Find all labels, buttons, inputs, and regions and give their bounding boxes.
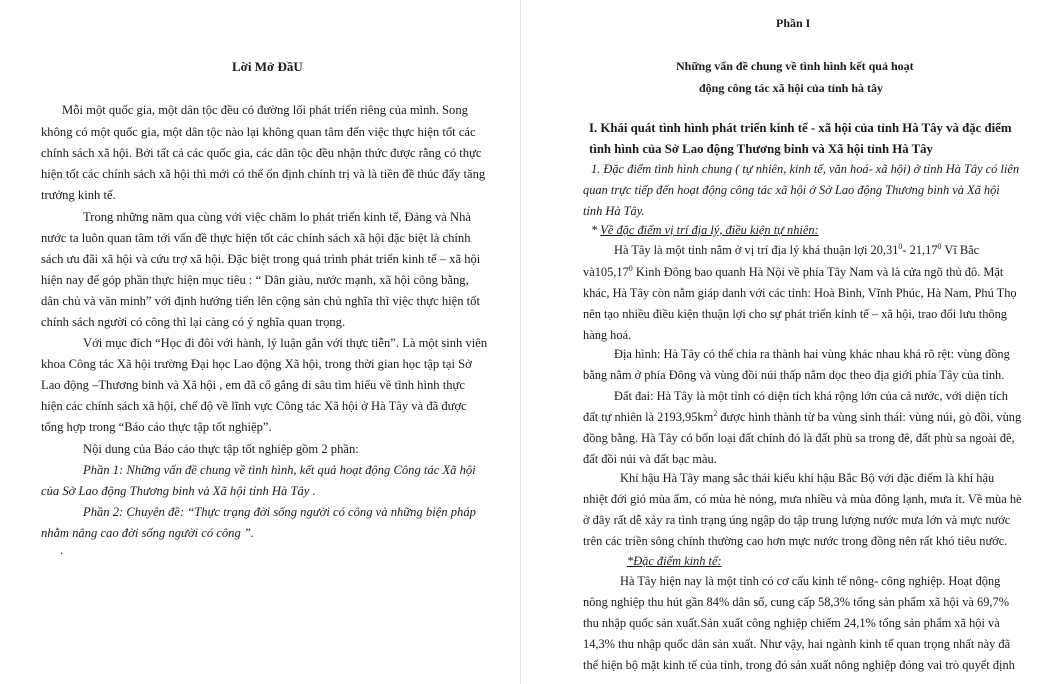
squared-sup: 2: [713, 409, 718, 418]
trailing-dot: .: [60, 543, 64, 557]
economy-line: thu nhập quốc sản xuất.Sản xuất công nghiệp chiếm 24,1% tổng sản phẩm xã hội và: [583, 616, 1000, 630]
right-page: [521, 0, 1041, 684]
body-line: Mỗi một quốc gia, một dân tộc đều có đường lối phát triển riêng của mình. Song: [62, 103, 468, 117]
intro-line: 1. Đặc điểm tình hình chung ( tự nhiên, kinh tế, văn hoá- xã hội) ở tỉnh Hà Tây có liên: [591, 162, 1020, 176]
econ-heading: *Đặc điểm kinh tế:: [627, 554, 722, 568]
body-line: dân chủ và văn minh” với định hướng tiến lên cộng sản chủ nghĩa thì việc thực hiện tốt: [41, 294, 480, 308]
body-line: Lao động –Thương binh và Xã hội , em đã cố gắng đi sâu tìm hiểu về tình hình thực: [41, 378, 465, 392]
economy-line: thể hiện bộ mặt kinh tế của tỉnh, trong đó sản xuất nông nghiệp đóng vai trò quyết định: [583, 658, 1015, 672]
body-line: không có một quốc gia, một dân tộc nào lại không quan tâm đến việc thực hiện tốt các: [41, 125, 476, 139]
degree-sup: 0: [937, 242, 942, 251]
body-line: hiện nay để góp phần thực hiện mục tiêu : “ Dân giàu, nước mạnh, xã hội công bằng,: [41, 273, 469, 287]
geo-heading-prefix: *: [591, 223, 601, 237]
location-line: hàng hoá.: [583, 328, 632, 342]
location-line: [583, 264, 1003, 280]
intro-line: tỉnh Hà Tây.: [583, 204, 645, 218]
body-line: Trong những năm qua cùng với việc chăm lo phát triển kinh tế, Đảng và Nhà: [83, 210, 471, 224]
geo-heading-text: Về đặc điểm vị trí địa lý, điều kiện tự nhiên:: [600, 223, 819, 237]
economy-line: nông nghiệp thu hút gần 84% dân số, cung cấp 58,3% tổng sản phẩm xã hội và 69,7%: [583, 595, 1010, 609]
terrain-line: bằng nằm ở phía Đông và vùng đồi núi thấp nằm dọc theo địa giới phía Tây của tỉnh.: [583, 368, 1005, 382]
location-text: Hà Tây là một tỉnh nằm ở vị trí địa lý khá thuận lợi 20,31: [614, 243, 899, 257]
body-line: trưởng kinh tế.: [41, 188, 116, 202]
location-line: [614, 242, 979, 258]
body-line: tổng hợp trong “Báo cáo thực tập tốt nghiệp”.: [41, 420, 272, 434]
body-line: nước ta luôn quan tâm tới vấn đề thực hiện tốt các chính sách xã hội đặc biệt là chính: [41, 231, 471, 245]
climate-line: nhiệt đới gió mùa ẩm, có mùa hè nóng, mưa nhiều và mùa đông lạnh, mưa ít. Về mùa hè: [583, 492, 1022, 506]
location-text: Vĩ Bắc: [941, 243, 980, 257]
body-line: hiện các chính sách xã hội, chế độ về lĩnh vực Công tác Xã hội ở Hà Tây và đã được: [41, 399, 467, 413]
body-line: khoa Công tác Xã hội trường Đại học Lao động Xã hội, trong thời gian học tập tại Sở: [41, 357, 472, 371]
section-heading: I. Khái quát tình hình phát triển kinh tế - xã hội của tỉnh Hà Tây và đặc điểm: [589, 121, 1012, 135]
location-text: Kinh Đông bao quanh Hà Nội về phía Tây Nam và là cửa ngõ thủ đô. Mặt: [632, 265, 1004, 279]
location-text: và105,17: [583, 265, 629, 279]
part-one-line: của Sở Lao động Thương binh và Xã hội tỉnh Hà Tây .: [41, 484, 316, 498]
left-heading: Lời Mở ĐầU: [232, 59, 303, 74]
climate-line: trên các triền sông chính thường cao hơn mực nước trong đồng nên rất khó tiêu nước.: [583, 534, 1008, 548]
degree-sup: 0: [898, 242, 903, 251]
part-title: Những vấn đề chung về tình hình kết quả hoạt: [676, 59, 914, 73]
degree-sup: 0: [628, 264, 633, 273]
part-two-line: nhằm nâng cao đời sống người có công ”.: [41, 526, 255, 540]
part-title: động công tác xã hội của tỉnh hà tây: [699, 81, 884, 95]
land-line: đồng bằng. Hà Tây có bốn loại đất chính đó là đất phù sa trong đê, đất phù sa ngoài đê,: [583, 431, 1015, 445]
body-line: Nội dung của Báo cáo thực tập tốt nghiệp gồm 2 phần:: [83, 442, 359, 456]
land-text: đất tự nhiên là 2193,95km: [583, 410, 714, 424]
body-line: hiện tốt các chính sách xã hội thì mới có thể ổn định chính trị và là tiền đề thúc đẩy tăng: [41, 167, 486, 181]
left-page: [0, 0, 520, 684]
body-line: chính sách xã hội. Bởi tất cả các quốc gia, các dân tộc đều nhận thức được rằng có thực: [41, 146, 482, 160]
climate-line: ở đây rất dễ xảy ra tình trạng úng ngập do tập trung lượng nước mưa lớn và mực nước: [583, 513, 1011, 527]
land-line: đất đồi núi và đất bạc màu.: [583, 452, 717, 466]
body-line: sách ưu đãi xã hội và cứu trợ xã hội. Đặc biệt trong quá trình phát triển kinh tế – xã hội: [41, 252, 481, 266]
location-line: khác, Hà Tây còn nằm giáp danh với các tỉnh: Hoà Bình, Vĩnh Phúc, Hà Nam, Phú Thọ: [583, 286, 1017, 300]
body-line: Với mục đích “Học đi đôi với hành, lý luận gắn với thực tiễn”. Là một sinh viên: [83, 336, 488, 350]
geo-heading: [591, 222, 819, 238]
part-one-line: Phần 1: Những vấn đề chung về tình hình, kết quả hoạt động Công tác Xã hội: [83, 463, 476, 477]
climate-line: Khí hậu Hà Tây mang sắc thái kiểu khí hậu Bắc Bộ với đặc điểm là khí hậu: [620, 471, 995, 485]
land-line: Đất đai: Hà Tây là một tỉnh có diện tích khá rộng lớn của cả nước, với diện tích: [614, 389, 1008, 403]
location-text: - 21,17: [902, 243, 938, 257]
land-text: được hình thành từ ba vùng sinh thái: vùng núi, gò đồi, vùng: [717, 410, 1022, 424]
economy-line: Hà Tây hiện nay là một tỉnh có cơ cấu kinh tế nông- công nghiệp. Hoạt động: [620, 574, 1001, 588]
section-heading: tình hình của Sở Lao động Thương binh và Xã hội tỉnh Hà Tây: [589, 142, 933, 156]
land-line: [583, 409, 1021, 425]
terrain-line: Địa hình: Hà Tây có thể chia ra thành hai vùng khác nhau khá rõ rệt: vùng đồng: [614, 347, 1010, 361]
economy-line: 14,3% thu nhập quốc dân sản xuất. Như vậy, hai ngành kinh tế quan trọng nhất này đã: [583, 637, 1011, 651]
body-line: chính sách người có công thì lại càng có ý nghĩa quan trọng.: [41, 315, 346, 329]
intro-line: quan trực tiếp đến hoạt động công tác xã hội ở Sở Lao động Thương binh và Xã hội: [583, 183, 1000, 197]
part-two-line: Phần 2: Chuyên đề: “Thực trạng đời sống người có công và những biện pháp: [83, 505, 476, 519]
part-label: Phần I: [776, 16, 811, 30]
location-line: nên tạo nhiều điều kiện thuận lợi cho sự phát triển kinh tế – xã hội, trao đổi lưu thông: [583, 307, 1007, 321]
